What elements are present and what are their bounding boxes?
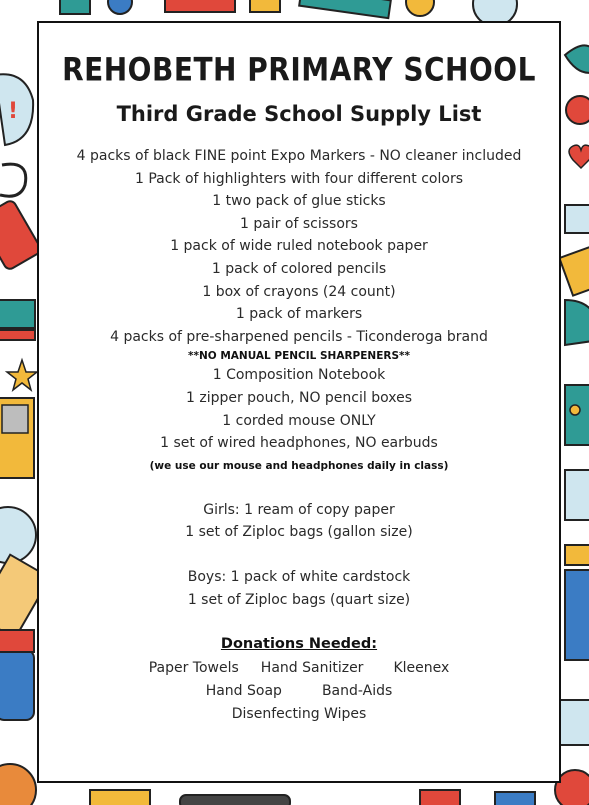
supply-item: 1 box of crayons (24 count) — [202, 283, 396, 300]
notebook-icon — [565, 545, 589, 660]
globe-icon — [0, 507, 36, 563]
basketball-icon — [0, 764, 36, 805]
mug-icon — [565, 470, 589, 520]
gear-icon — [566, 96, 589, 124]
donation-item: Paper Towels — [148, 660, 239, 677]
supply-item: 1 set of wired headphones, NO earbuds — [160, 435, 438, 452]
girls-line: Girls: 1 ream of copy paper — [203, 501, 395, 518]
donation-item: Hand Soap — [205, 683, 282, 700]
donation-item: Hand Sanitizer — [260, 660, 364, 677]
backpack-icon — [565, 300, 589, 345]
marker-icon — [0, 300, 35, 340]
pencil-icon — [0, 199, 42, 271]
supply-item: 1 two pack of glue sticks — [212, 193, 386, 210]
girls-line: 1 set of Ziploc bags (gallon size) — [185, 524, 413, 541]
supply-item: 1 Composition Notebook — [212, 367, 386, 384]
supply-item: 4 packs of pre-sharpened pencils - Ticonderoga brand — [110, 328, 488, 345]
glue-stick-icon — [0, 630, 34, 720]
boys-line: 1 set of Ziploc bags (quart size) — [187, 591, 411, 608]
calculator-icon — [0, 398, 34, 478]
supply-item: 4 packs of black FINE point Expo Markers - NO cleaner included — [76, 148, 522, 164]
supply-list-card — [37, 21, 561, 783]
boys-line: Boys: 1 pack of white cardstock — [187, 568, 411, 585]
donations-row — [39, 657, 559, 680]
heart-icon — [569, 145, 589, 168]
supply-item: 1 pack of colored pencils — [211, 260, 387, 277]
donations-row — [39, 703, 559, 726]
girls-supplies — [39, 499, 559, 544]
donation-item: Band-Aids — [321, 683, 393, 700]
donations-row — [39, 680, 559, 703]
supply-item: 1 pack of markers — [235, 306, 363, 323]
speech-bubble-icon — [0, 74, 33, 145]
school-supplies-bottom-icon — [90, 790, 535, 805]
supply-item: 1 pack of wide ruled notebook paper — [170, 238, 428, 255]
sharpener-note: **NO MANUAL PENCIL SHARPENERS** — [187, 350, 411, 363]
glasses-icon — [565, 385, 589, 445]
supply-item: 1 Pack of highlighters with four different colors — [134, 170, 463, 187]
list-title: Third Grade School Supply List — [116, 102, 482, 126]
eraser-icon — [560, 700, 589, 745]
donations-title: Donations Needed: — [220, 636, 378, 653]
supply-list — [39, 145, 559, 477]
leaf-icon — [565, 45, 589, 72]
svg-text:!: ! — [8, 99, 19, 124]
star-icon — [7, 360, 37, 390]
donation-item: Kleenex — [393, 660, 450, 677]
pen-icon — [559, 205, 589, 296]
school-name: REHOBETH PRIMARY SCHOOL — [62, 50, 536, 89]
daily-use-note: (we use our mouse and headphones daily in class) — [149, 459, 449, 472]
boys-supplies — [39, 566, 559, 611]
paperclip-icon — [0, 164, 26, 196]
supply-item: 1 zipper pouch, NO pencil boxes — [185, 389, 412, 406]
supply-item: 1 corded mouse ONLY — [222, 412, 376, 429]
donation-item: Disenfecting Wipes — [231, 706, 367, 723]
supply-item: 1 pair of scissors — [240, 215, 358, 232]
